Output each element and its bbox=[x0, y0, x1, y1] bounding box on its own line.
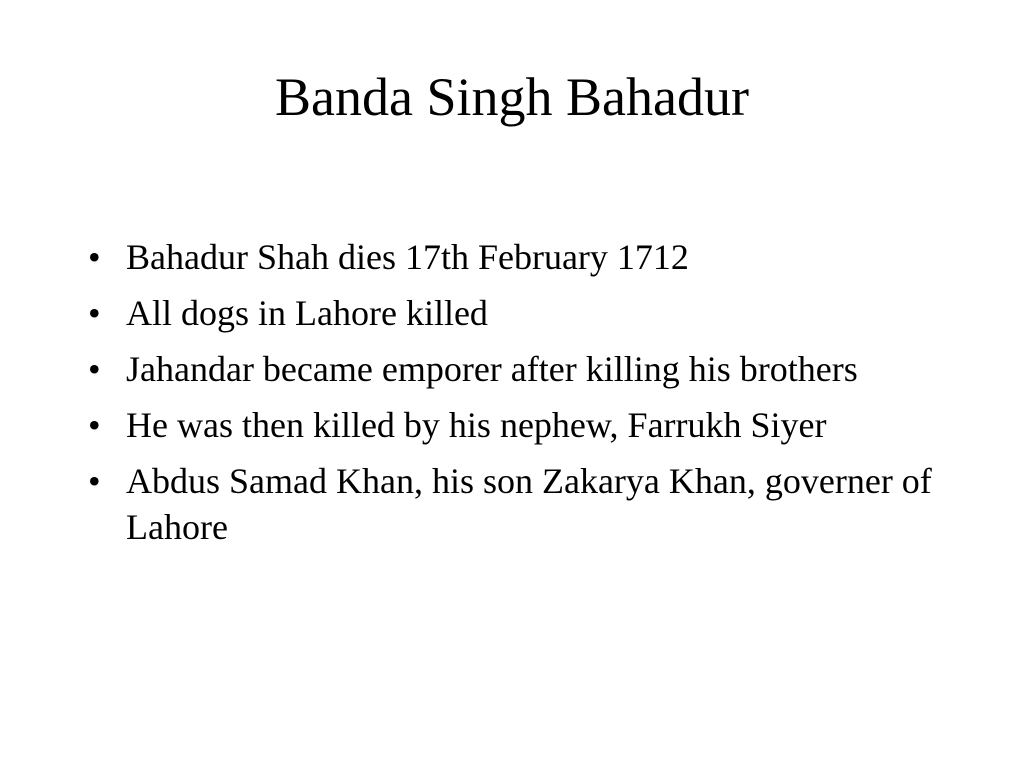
bullet-item bbox=[88, 402, 948, 448]
bullet-list bbox=[88, 234, 948, 560]
bullet-item bbox=[88, 346, 948, 392]
bullet-text: All dogs in Lahore killed bbox=[126, 293, 488, 333]
bullet-item bbox=[88, 458, 948, 550]
bullet-text: Bahadur Shah dies 17th February 1712 bbox=[126, 237, 689, 277]
bullet-icon: • bbox=[88, 349, 101, 389]
bullet-text: He was then killed by his nephew, Farrukh Siyer bbox=[126, 405, 827, 445]
bullet-icon: • bbox=[88, 237, 101, 277]
slide-title: Banda Singh Bahadur bbox=[275, 67, 749, 127]
bullet-icon: • bbox=[88, 461, 101, 501]
bullet-item bbox=[88, 234, 948, 280]
bullet-text: Abdus Samad Khan, his son Zakarya Khan, governer of Lahore bbox=[126, 461, 932, 547]
bullet-item bbox=[88, 290, 948, 336]
bullet-icon: • bbox=[88, 405, 101, 445]
bullet-icon: • bbox=[88, 293, 101, 333]
bullet-text: Jahandar became emporer after killing his brothers bbox=[126, 349, 858, 389]
